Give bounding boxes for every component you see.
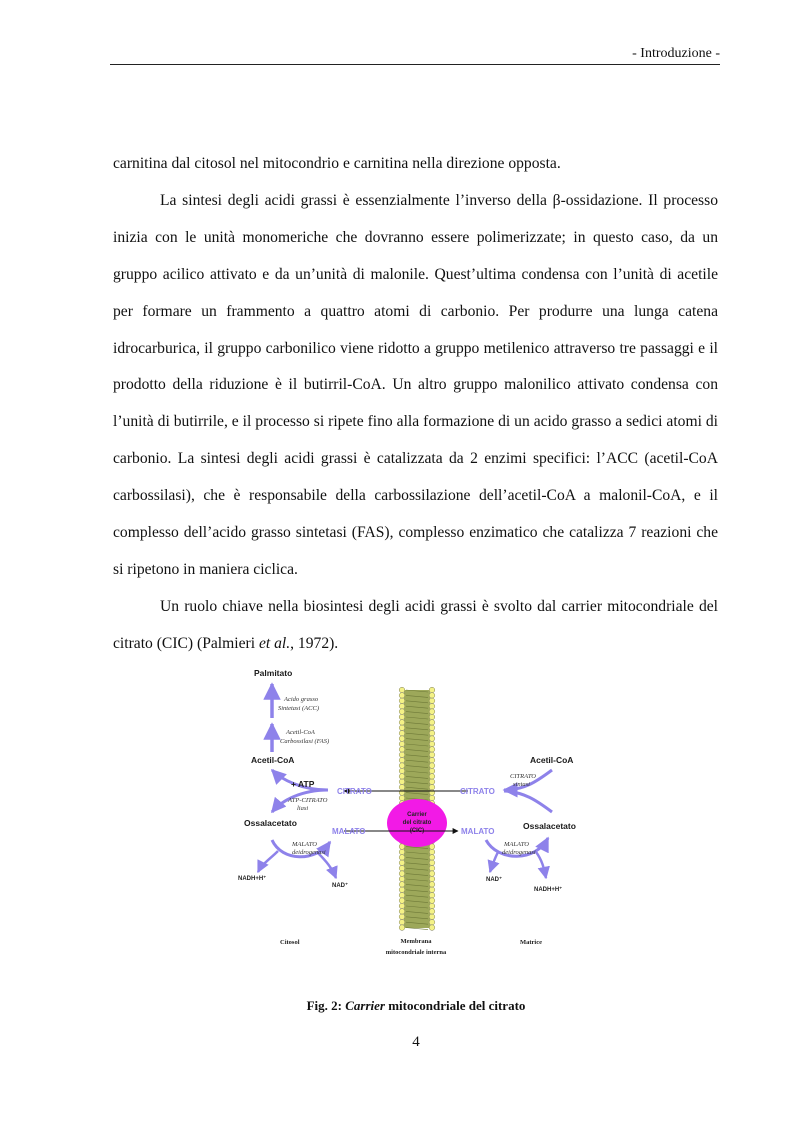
- lipid-head: [399, 876, 405, 882]
- lipid-head: [399, 736, 405, 742]
- lipid-head: [429, 909, 435, 915]
- lipid-head: [399, 763, 405, 769]
- fas-enzyme-label-1: Acido grasso: [284, 696, 319, 703]
- malato-dh-right-1: MALATO: [504, 841, 529, 848]
- nad-right-arrow: [490, 852, 498, 872]
- citrato-sintasi-arrow-lower: [504, 791, 552, 812]
- lipid-head: [399, 747, 405, 753]
- carrier-label-1: Carrier: [407, 812, 427, 818]
- nad-left-label: NAD⁺: [332, 883, 349, 889]
- figure-caption: [110, 998, 722, 1014]
- paragraph-1: carnitina dal citosol nel mitocondrio e carnitina nella direzione opposta.: [113, 155, 561, 172]
- malato-right-label: MALATO: [461, 827, 495, 836]
- lipid-head: [399, 909, 405, 915]
- ossalacetato-right-label: Ossalacetato: [523, 821, 576, 831]
- lipid-head: [429, 725, 435, 731]
- lipid-head: [399, 844, 405, 850]
- body-text: [113, 146, 718, 663]
- lipid-head: [399, 698, 405, 704]
- lipid-head: [399, 741, 405, 747]
- lipid-head: [429, 720, 435, 726]
- lipid-head: [399, 903, 405, 909]
- lipid-head: [429, 795, 435, 801]
- lipid-head: [429, 882, 435, 888]
- malato-dh-right-2: deidrogenasi: [502, 849, 536, 856]
- acetil-coa-right-label: Acetil-CoA: [530, 755, 574, 765]
- lipid-head: [429, 698, 435, 704]
- lipid-head: [399, 795, 405, 801]
- lipid-head: [399, 860, 405, 866]
- nadh-right-label: NADH+H⁺: [534, 887, 563, 893]
- citrato-sintasi-1: CITRATO: [510, 773, 537, 780]
- lipid-head: [399, 709, 405, 715]
- acc-enzyme-label-2: Carbossilasi (FAS): [280, 738, 330, 745]
- lipid-head: [429, 871, 435, 877]
- lipid-head: [399, 752, 405, 758]
- citosol-label: Citosol: [280, 939, 300, 946]
- lipid-head: [429, 925, 435, 931]
- lipid-head: [429, 763, 435, 769]
- plus-atp-label: + ATP: [291, 779, 315, 789]
- lipid-head: [429, 876, 435, 882]
- lipid-head: [399, 898, 405, 904]
- lipid-head: [429, 709, 435, 715]
- lipid-head: [429, 741, 435, 747]
- membrana-label-1: Membrana: [400, 938, 432, 945]
- figure-svg: [236, 666, 596, 962]
- paragraph-3-italic: et al.: [258, 634, 291, 652]
- caption-suffix: mitocondriale del citrato: [384, 998, 526, 1013]
- lipid-head: [429, 919, 435, 925]
- citrato-left-label: CITRATO: [337, 787, 372, 796]
- lipid-head: [429, 687, 435, 693]
- acetil-coa-left-label: Acetil-CoA: [251, 755, 295, 765]
- lipid-head: [429, 752, 435, 758]
- lipid-head: [399, 784, 405, 790]
- running-header: - Introduzione -: [632, 46, 720, 61]
- lipid-head: [429, 747, 435, 753]
- lipid-head: [399, 730, 405, 736]
- lipid-head: [399, 774, 405, 780]
- paragraph-3-end: , 1972).: [290, 634, 339, 652]
- lipid-head: [399, 871, 405, 877]
- paragraph-3: [113, 589, 718, 663]
- acc-enzyme-label-1: Acetil-CoA: [286, 729, 315, 736]
- citrato-right-label: CITRATO: [460, 787, 495, 796]
- lipid-head: [399, 768, 405, 774]
- malato-left-label: MALATO: [332, 827, 366, 836]
- lipid-head: [399, 693, 405, 699]
- lipid-head: [429, 784, 435, 790]
- lipid-head: [429, 693, 435, 699]
- lipid-head: [429, 736, 435, 742]
- nad-right-label: NAD⁺: [486, 877, 503, 883]
- lipid-head: [429, 757, 435, 763]
- lipid-head: [399, 720, 405, 726]
- lipid-head: [429, 892, 435, 898]
- lipid-head: [429, 844, 435, 850]
- lipid-head: [429, 914, 435, 920]
- lipid-head: [399, 882, 405, 888]
- nadh-left-label: NADH+H⁺: [238, 876, 267, 882]
- atp-citrato-liasi-2: liasi: [297, 805, 309, 812]
- lipid-head: [429, 774, 435, 780]
- lipid-head: [429, 855, 435, 861]
- paragraph-3-text: Un ruolo chiave nella biosintesi degli acidi grassi è svolto dal carrier mitocondriale del citrato (CIC) (Palmieri: [113, 597, 718, 652]
- lipid-head: [429, 865, 435, 871]
- page-number: 4: [412, 1034, 420, 1050]
- matrice-label: Matrice: [520, 939, 543, 946]
- lipid-head: [399, 925, 405, 931]
- lipid-head: [399, 779, 405, 785]
- lipid-head: [399, 703, 405, 709]
- lipid-head: [429, 860, 435, 866]
- malato-dh-left-1: MALATO: [292, 841, 317, 848]
- lipid-head: [399, 757, 405, 763]
- fas-enzyme-label-2: Sintetasi (ACC): [278, 705, 319, 712]
- palmitato-label: Palmitato: [254, 668, 293, 678]
- lipid-head: [399, 714, 405, 720]
- caption-italic: Carrier: [345, 998, 385, 1013]
- lipid-head: [429, 898, 435, 904]
- lipid-head: [429, 903, 435, 909]
- nadh-right-arrow: [536, 852, 546, 878]
- lipid-head: [399, 725, 405, 731]
- citrate-carrier-figure: [236, 666, 596, 962]
- nadh-left-arrow: [258, 851, 278, 872]
- lipid-head: [399, 914, 405, 920]
- lipid-head: [429, 768, 435, 774]
- carrier-label-2: del citrato: [402, 820, 432, 826]
- lipid-head: [429, 714, 435, 720]
- lipid-head: [429, 703, 435, 709]
- lipid-head: [399, 919, 405, 925]
- lipid-head: [399, 887, 405, 893]
- header-rule: [110, 64, 720, 65]
- lipid-head: [399, 855, 405, 861]
- lipid-head: [429, 779, 435, 785]
- lipid-head: [399, 892, 405, 898]
- citrato-sintasi-2: sintasi: [513, 781, 530, 788]
- lipid-head: [429, 887, 435, 893]
- carrier-label-3: (CIC): [409, 828, 425, 834]
- caption-prefix: Fig. 2:: [306, 998, 346, 1013]
- lipid-head: [429, 730, 435, 736]
- lipid-head: [429, 849, 435, 855]
- paragraph-2: La sintesi degli acidi grassi è essenzialmente l’inverso della β-ossidazione. Il processo inizia con le unità monomeriche che dovranno essere polimerizzate; in questo caso, da un gruppo acilico attivato e da un’unità di malonile. Quest’ultima condensa con l’unità di acetile per formare un frammento a quattro atomi di carbonio. Per produrre una lunga catena idrocarburica, il gruppo carbonilico viene ridotto a gruppo metilenico attraverso tre passaggi e il prodotto della riduzione è il butirril-CoA. Un altro gruppo malonilico attivato condensa con l’unità di butirrile, e il processo si ripete fino alla formazione di un acido grasso a sedici atomi di carbonio. La sintesi degli acidi grassi è catalizzata da 2 enzimi specifici: l’ACC (acetil-CoA carbossilasi), che è responsabile della carbossilazione dell’acetil-CoA a malonil-CoA, e il complesso dell’acido grasso sintetasi (FAS), complesso enzimatico che catalizza 7 reazioni che si ripetono in maniera ciclica.: [113, 191, 718, 578]
- lipid-head: [399, 687, 405, 693]
- nad-left-arrow: [318, 853, 336, 878]
- lipid-head: [399, 849, 405, 855]
- ossalacetato-left-label: Ossalacetato: [244, 818, 297, 828]
- membrana-label-2: mitocondriale interna: [385, 949, 447, 956]
- lipid-head: [399, 865, 405, 871]
- malato-dh-left-2: deidrogenasi: [292, 849, 326, 856]
- atp-citrato-liasi-1: ATP-CITRATO: [288, 797, 328, 804]
